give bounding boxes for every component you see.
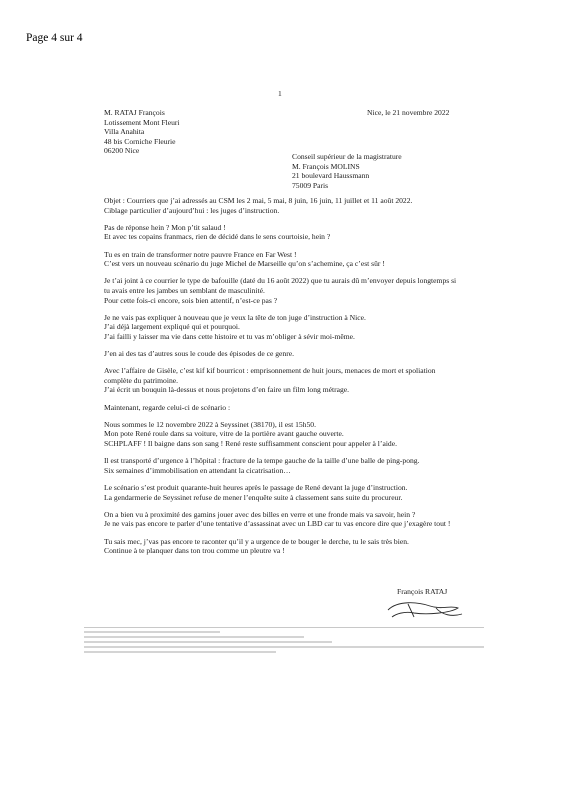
recipient-address [292,152,402,190]
text-line: Je t’ai joint à ce courrier le type de bafouille (daté du 16 août 2022) que tu aurais dû m’envoyer depuis longtemps si tu avais entre les jambes un semblant de masculinité. [104,276,457,295]
paragraph [104,366,460,395]
text-line: Six semaines d’immobilisation en attendant la cicatrisation… [104,465,291,475]
text-line: J’en ai des tas d’autres sous le coude des épisodes de ce genre. [104,349,294,359]
text-line: C’est vers un nouveau scénario du juge Michel de Marseille qu’on s’achemine, ça c’est sûr ! [104,259,385,269]
text-line: Continue à te planquer dans ton trou comme un pleutre va ! [104,546,285,556]
text-line: Je ne vais pas expliquer à nouveau que je veux la tête de ton juge d’instruction à Nice. [104,312,366,322]
recipient-line: M. François MOLINS [292,161,360,171]
text-line: On a bien vu à proximité des gamins jouer avec des billes en verre et une fronde mais va savoir, hein ? [104,509,416,519]
paragraph [104,510,460,529]
recipient-line: Conseil supérieur de la magistrature [292,152,402,161]
paragraph [104,420,460,449]
paragraph [104,537,460,556]
sender-line: Lotissement Mont Fleuri [104,117,180,127]
text-line: Pas de réponse hein ? Mon p’tit salaud ! [104,222,226,232]
paragraph [104,250,460,269]
text-line: Maintenant, regarde celui-ci de scénario : [104,402,231,412]
text-line: Je ne vais pas encore te parler d’une tentative d’assassinat avec un LBD car tu vas encore dire que j’exagère tout ! [104,519,451,529]
text-line: Et avec tes copains franmacs, rien de décidé dans le sens courtoisie, hein ? [104,232,331,242]
text-line: Mon pote René roule dans sa voiture, vitre de la portière avant gauche ouverte. [104,429,344,439]
signature-name: François RATAJ [397,587,448,596]
paragraph [104,349,460,359]
sender-line: 06200 Nice [104,146,140,156]
page-label: Page 4 sur 4 [26,32,83,44]
letter-body [104,196,460,563]
sender-line: 48 bis Corniche Fleurie [104,136,176,146]
sender-line: Villa Anahita [104,127,145,137]
recipient-line: 75009 Paris [292,180,329,190]
text-line: J’ai écrit un bouquin là-dessus et nous projetons d’en faire un film long métrage. [104,385,350,395]
paragraph [104,456,460,475]
text-line: Nous sommes le 12 novembre 2022 à Seyssinet (38170), il est 15h50. [104,419,316,429]
object-line: Ciblage particulier d’aujourd’hui : les juges d’instruction. [104,205,280,215]
paragraph-object [104,196,460,215]
recipient-line: 21 boulevard Haussmann [292,171,370,181]
faint-footnote-block [84,627,484,662]
text-line: Avec l’affaire de Gisèle, c’est kif kif bourricot : emprisonnement de huit jours, menaces de mort et spoliation complète du patrimoine. [104,366,436,385]
text-line: J’ai déjà largement expliqué qui et pourquoi. [104,322,240,332]
text-line: Pour cette fois-ci encore, sois bien attentif, n’est-ce pas ? [104,295,278,305]
handwritten-signature [384,596,466,622]
sender-address [104,108,180,156]
paragraph [104,313,460,342]
paragraph [104,276,460,305]
text-line: La gendarmerie de Seyssinet refuse de mener l’enquête suite à classement sans suite du procureur. [104,492,403,502]
place-date: Nice, le 21 novembre 2022 [367,108,450,117]
text-line: Le scénario s’est produit quarante-huit heures après le passage de René devant la juge d’instruction. [104,483,408,492]
text-line: Tu es en train de transformer notre pauvre France en Far West ! [104,249,297,259]
text-line: SCHPLAFF ! Il baigne dans son sang ! René reste suffisamment conscient pour appeler à l’aide. [104,439,397,449]
text-line: J’ai failli y laisser ma vie dans cette histoire et tu vas m’obliger à sévir moi-même. [104,331,355,341]
paragraph [104,223,460,242]
paragraph [104,403,460,413]
object-line: Objet : Courriers que j’ai adressés au CSM les 2 mai, 5 mai, 8 juin, 16 juin, 11 juillet et 11 août 2022. [104,196,413,205]
letter-page-number: 1 [278,89,282,98]
paragraph [104,483,460,502]
text-line: Il est transporté d’urgence à l’hôpital : fracture de la tempe gauche de la taille d’une balle de ping-pong. [104,456,420,466]
sender-line: M. RATAJ François [104,108,165,117]
text-line: Tu sais mec, j’vas pas encore te raconter qu’il y a urgence de te bouger le derche, tu le sais très bien. [104,536,409,546]
